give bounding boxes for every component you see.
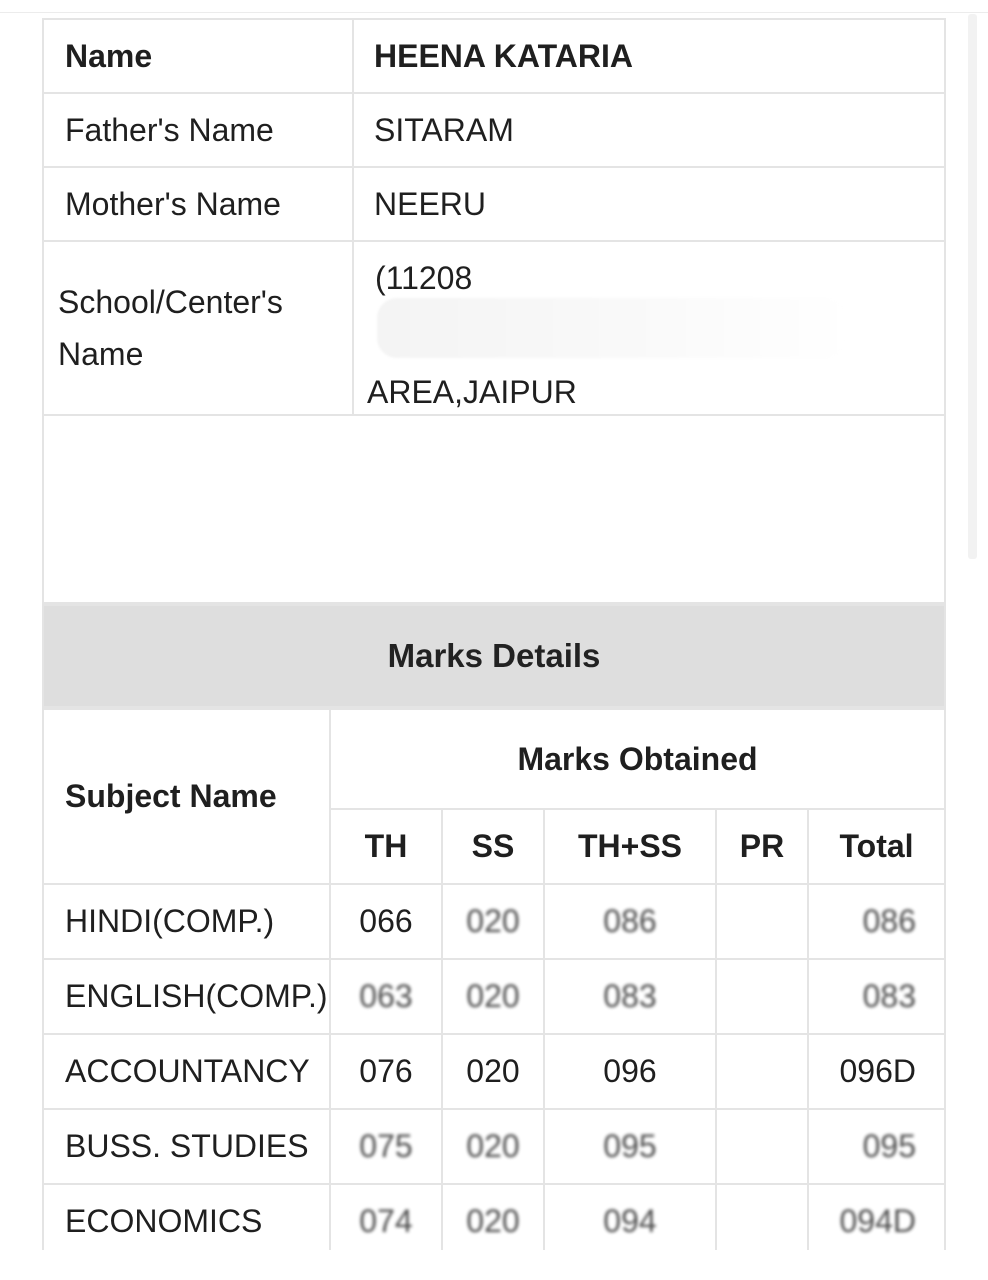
table-row (43, 959, 945, 1034)
table-row (43, 1184, 945, 1250)
th-cell: 063 (330, 959, 442, 1034)
marks-obtained-header: Marks Obtained (330, 709, 945, 809)
th-cell: 074 (330, 1184, 442, 1250)
marks-table (42, 708, 946, 1250)
name-value: HEENA KATARIA (353, 19, 945, 93)
school-row (43, 241, 945, 415)
redacted-school-name (377, 298, 847, 358)
father-name-value: SITARAM (353, 93, 945, 167)
ss-cell: 020 (442, 884, 544, 959)
total-cell: 095 (808, 1109, 945, 1184)
table-row (43, 1034, 945, 1109)
total-cell: 083 (808, 959, 945, 1034)
th-cell: 075 (330, 1109, 442, 1184)
subject-cell: HINDI(COMP.) (43, 884, 330, 959)
mother-row (43, 167, 945, 241)
subject-cell: ACCOUNTANCY (43, 1034, 330, 1109)
marks-details-title: Marks Details (43, 605, 945, 707)
mother-name-label: Mother's Name (43, 167, 353, 241)
father-row (43, 93, 945, 167)
total-cell: 086 (808, 884, 945, 959)
name-label: Name (43, 19, 353, 93)
th-ss-cell: 094 (544, 1184, 716, 1250)
school-value (353, 241, 945, 415)
col-th: TH (330, 809, 442, 884)
school-value-end: AREA,JAIPUR (367, 374, 577, 410)
th-ss-cell: 095 (544, 1109, 716, 1184)
pr-cell (716, 1109, 808, 1184)
col-th-ss: TH+SS (544, 809, 716, 884)
blank-cell (43, 415, 945, 603)
ss-cell: 020 (442, 959, 544, 1034)
ss-cell: 020 (442, 1109, 544, 1184)
th-ss-cell: 096 (544, 1034, 716, 1109)
pr-cell (716, 1184, 808, 1250)
total-cell: 094D (808, 1184, 945, 1250)
col-ss: SS (442, 809, 544, 884)
subject-cell: ENGLISH(COMP.) (43, 959, 330, 1034)
col-total: Total (808, 809, 945, 884)
school-value-start: (11208 (375, 260, 473, 296)
marks-header-row (43, 709, 945, 809)
subject-cell: BUSS. STUDIES (43, 1109, 330, 1184)
top-divider (0, 12, 988, 13)
th-cell: 076 (330, 1034, 442, 1109)
th-ss-cell: 083 (544, 959, 716, 1034)
blank-row (43, 415, 945, 603)
pr-cell (716, 1034, 808, 1109)
table-row (43, 884, 945, 959)
total-cell: 096D (808, 1034, 945, 1109)
pr-cell (716, 959, 808, 1034)
th-ss-cell: 086 (544, 884, 716, 959)
table-row (43, 1109, 945, 1184)
mother-name-value: NEERU (353, 167, 945, 241)
scrollbar[interactable] (968, 14, 977, 559)
student-info-table (42, 18, 946, 604)
name-row (43, 19, 945, 93)
subject-cell: ECONOMICS (43, 1184, 330, 1250)
pr-cell (716, 884, 808, 959)
school-label: School/Center's Name (43, 241, 353, 415)
th-cell: 066 (330, 884, 442, 959)
father-name-label: Father's Name (43, 93, 353, 167)
result-card (42, 18, 946, 1250)
col-pr: PR (716, 809, 808, 884)
ss-cell: 020 (442, 1034, 544, 1109)
ss-cell: 020 (442, 1184, 544, 1250)
marks-section-header (42, 604, 946, 708)
subject-name-header: Subject Name (43, 709, 330, 884)
